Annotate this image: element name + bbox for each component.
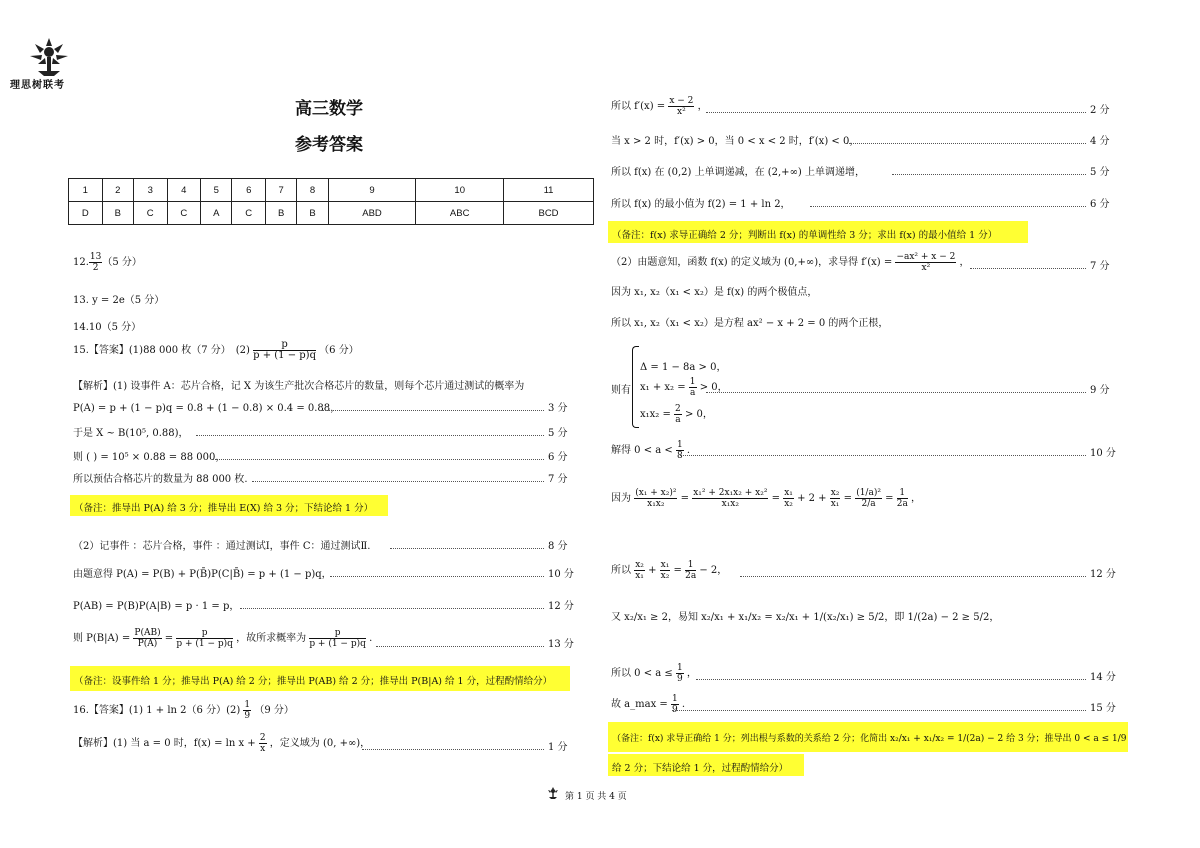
leader-dots [740, 576, 1086, 577]
table-header-cell: 10 [416, 179, 504, 202]
q13-answer: 13. y = 2e（5 分） [73, 295, 165, 306]
leader-dots [362, 749, 544, 750]
table-header-cell: 4 [167, 179, 201, 202]
table-answer-cell: B [266, 202, 297, 225]
r-note-1: （备注：f(x) 求导正确给 2 分；判断出 f(x) 的单调性给 3 分；求出 f(x) 的最小值给 1 分） [612, 230, 998, 241]
q15-analysis-line: 【解析】(1) 设事件 A：芯片合格，记 X 为该生产批次合格芯片的数量，则每个芯片通过测试的概率为 [73, 381, 525, 392]
r-step: 所以 f(x) 在 (0,2) 上单调递减，在 (2,+∞) 上单调递增， [611, 167, 865, 178]
score: 2 分 [1090, 105, 1110, 116]
table-header-cell: 8 [297, 179, 328, 202]
score: 15 分 [1090, 703, 1116, 714]
score: 12 分 [548, 601, 574, 612]
leader-dots [672, 710, 1086, 711]
q15-step: 所以预估合格芯片的数量为 88 000 枚. [73, 474, 248, 485]
table-header-cell: 9 [328, 179, 416, 202]
score: 5 分 [548, 428, 568, 439]
q16-analysis-line: 【解析】(1) 当 a = 0 时，f(x) = ln x + $\frac{2}{x}$ ，定义域为 (0, +∞)， [73, 733, 371, 754]
subject-title: 高三数学 [295, 99, 363, 119]
table-answer-cell: C [133, 202, 167, 225]
leader-dots [376, 646, 544, 647]
leader-dots [696, 679, 1086, 680]
q14-answer: 14.10（5 分） [73, 322, 142, 333]
q15-note-2: （备注：设事件给 1 分；推导出 P(A) 给 2 分；推导出 P(AB) 给 2 分；推导出 P(B|A) 给 1 分，过程酌情给分） [74, 676, 553, 687]
score: 8 分 [548, 541, 568, 552]
table-header-cell: 5 [201, 179, 232, 202]
answer-table [68, 178, 594, 225]
score: 6 分 [548, 452, 568, 463]
table-answer-cell: A [201, 202, 232, 225]
q15-step: P(A) = p + (1 − p)q = 0.8 + (1 − 0.8) × 0.4 = 0.88， [73, 403, 341, 414]
score: 9 分 [1090, 385, 1110, 396]
r-step: （2）由题意知，函数 f(x) 的定义域为 (0,+∞)，求导得 f′(x) = $\frac{\text{−ax² + x − 2}}{\text{x²}}$ ， [611, 252, 970, 273]
r-step: 因为 x₁, x₂（x₁ < x₂）是 f(x) 的两个极值点， [611, 287, 818, 298]
q15-step-conditional: 则 P(B|A) = $\frac{P(AB)}{P(A)}$ = $\frac{p}{p + (1 - p)q}$ ，故所求概率为 $\frac{p}{p + (1 - p)q}$ . [73, 628, 373, 649]
r-step: 所以 $\frac{\text{x₂}}{\text{x₁}}$ + $\frac{\text{x₁}}{\text{x₂}}$ = $\frac{1}{2a}$ − 2， [611, 560, 728, 581]
q15-step: P(AB) = P(B)P(A|B) = p · 1 = p， [73, 601, 240, 612]
leader-dots [680, 455, 1086, 456]
system-prefix: 则有 [611, 385, 631, 396]
table-header-cell: 1 [69, 179, 103, 202]
score: 14 分 [1090, 672, 1116, 683]
q15-step: 则 ( ) = 10⁵ × 0.88 = 88 000， [73, 452, 226, 463]
table-header-cell: 11 [504, 179, 594, 202]
brace-icon [632, 346, 639, 428]
r-step: 解得 0 < a < $\frac{1}{8}$ . [611, 440, 691, 461]
leader-dots [212, 459, 544, 460]
score: 6 分 [1090, 199, 1110, 210]
table-header-cell: 2 [102, 179, 133, 202]
table-header-cell: 7 [266, 179, 297, 202]
table-answer-cell: D [69, 202, 103, 225]
r-step: 当 x > 2 时，f′(x) > 0，当 0 < x < 2 时，f′(x) < 0， [611, 136, 860, 147]
r-step: 所以 0 < a ≤ $\frac{1}{9}$ ， [611, 663, 697, 684]
leader-dots [810, 206, 1086, 207]
r-step: 所以 x₁, x₂（x₁ < x₂）是方程 ax² − x + 2 = 0 的两个正根， [611, 318, 889, 329]
leader-dots [970, 268, 1086, 269]
score: 10 分 [1090, 448, 1116, 459]
leader-dots [390, 548, 544, 549]
r-step: 因为 $\frac{\text{(x₁ + x₂)²}}{\text{x₁x₂}}$ = $\frac{\text{x₁² + 2x₁x₂ + x₂²}}{\text{x₁x₂}}$ = $\frac{\text{x₁}}{\text{x₂}}$ + 2 + $\frac{\text{x₂}}{\text{x₁}}$ = $\frac{\text{(1/a)²}}{2/a}$ = $\frac{1}{2a}$ ， [611, 488, 921, 509]
leader-dots [322, 410, 544, 411]
table-answer-cell: C [167, 202, 201, 225]
system-cond: x₁x₂ = $\frac{2}{a}$ > 0， [640, 404, 713, 425]
score: 13 分 [548, 639, 574, 650]
r-note-2b: 给 2 分；下结论给 1 分，过程酌情给分） [612, 763, 789, 774]
score: 7 分 [548, 474, 568, 485]
r-step: 所以 f(x) 的最小值为 f(2) = 1 + ln 2， [611, 199, 791, 210]
r-step: 故 a_max = $\frac{1}{9}$ . [611, 694, 686, 715]
score: 12 分 [1090, 569, 1116, 580]
answer-table-header-row [69, 179, 594, 202]
score: 3 分 [548, 403, 568, 414]
table-header-cell: 3 [133, 179, 167, 202]
footer-emblem-icon [546, 786, 560, 800]
table-answer-cell: C [232, 202, 266, 225]
table-answer-cell: B [297, 202, 328, 225]
table-answer-cell: ABC [416, 202, 504, 225]
leader-dots [330, 576, 544, 577]
leader-dots [196, 435, 544, 436]
leader-dots [706, 112, 1086, 113]
answers-title: 参考答案 [295, 135, 363, 155]
table-answer-cell: BCD [504, 202, 594, 225]
score: 7 分 [1090, 261, 1110, 272]
system-cond: Δ = 1 − 8a > 0， [640, 362, 727, 373]
table-answer-cell: ABD [328, 202, 416, 225]
score: 5 分 [1090, 167, 1110, 178]
q12-answer: 12. $\frac{13}{2}$ （5 分） [73, 252, 142, 273]
table-header-cell: 6 [232, 179, 266, 202]
q15-answer: 15.【答案】(1)88 000 枚（7 分） (2) $\frac{p}{p + (1 - p)q}$ （6 分） [73, 339, 359, 361]
leader-dots [240, 608, 544, 609]
logo-text: 理思树联考 [10, 80, 65, 91]
page-number: 第 1 页 共 4 页 [565, 792, 627, 802]
r-step: 又 x₂/x₁ ≥ 2，易知 x₂/x₁ + x₁/x₂ = x₂/x₁ + 1/(x₂/x₁) ≥ 5/2，即 1/(2a) − 2 ≥ 5/2， [611, 612, 1000, 623]
q15-step: 于是 X ~ B(10⁵, 0.88)， [73, 428, 189, 439]
answer-table-answer-row [69, 202, 594, 225]
score: 4 分 [1090, 136, 1110, 147]
table-answer-cell: B [102, 202, 133, 225]
leader-dots [252, 481, 544, 482]
leader-dots [846, 143, 1086, 144]
leader-dots [892, 174, 1086, 175]
score: 1 分 [548, 742, 568, 753]
q15-step: （2）记事件 ：芯片合格，事件 ：通过测试Ⅰ，事件 C：通过测试Ⅱ. [73, 541, 371, 552]
q15-step: 由题意得 P(A) = P(B) + P(B̄)P(C|B̄) = p + (1 − p)q， [73, 569, 332, 580]
q16-answer: 16.【答案】(1) 1 + ln 2（6 分）(2) $\frac{1}{9}$ （9 分） [73, 700, 294, 721]
r-step: 所以 f′(x) = $\frac{x - 2}{\text{x²}}$ ， [611, 96, 708, 117]
leader-dots [706, 392, 1086, 393]
r-note-2a: （备注：f(x) 求导正确给 1 分；列出根与系数的关系给 2 分；化简出 x₂/x₁ + x₁/x₂ = 1/(2a) − 2 给 3 分；推导出 0 < a ≤ 1/9 [612, 734, 1127, 744]
q15-note-1: （备注：推导出 P(A) 给 3 分；推导出 E(X) 给 3 分；下结论给 1 分） [74, 503, 374, 514]
score: 10 分 [548, 569, 574, 580]
system-cond: x₁ + x₂ = $\frac{1}{a}$ > 0， [640, 377, 728, 398]
